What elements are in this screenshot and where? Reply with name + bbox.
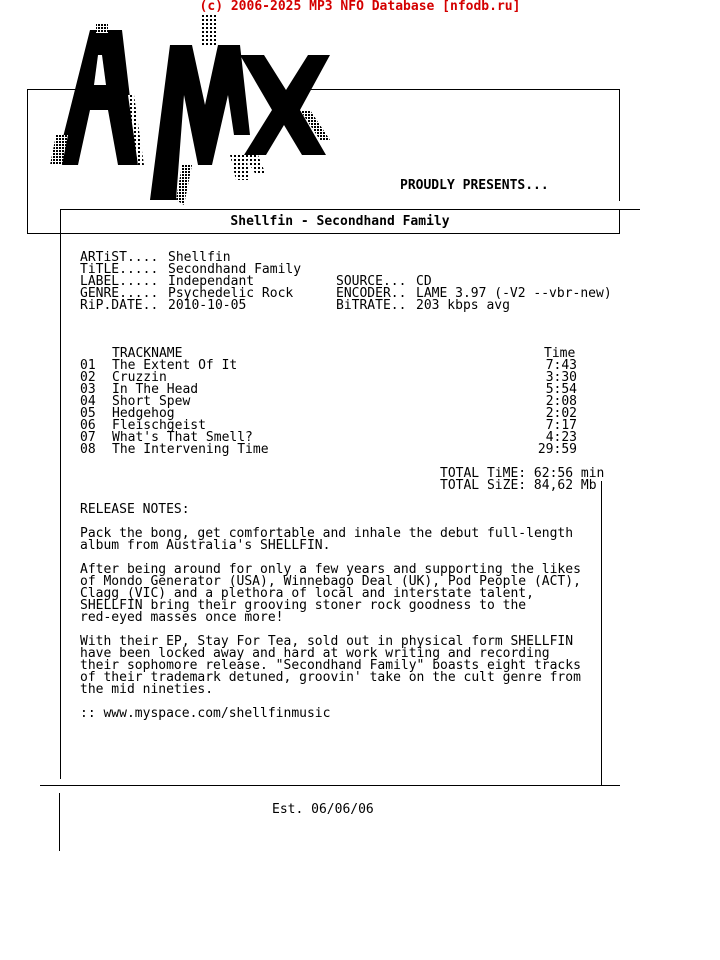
tech-value: CD bbox=[416, 274, 432, 289]
frame-mid-left bbox=[27, 233, 60, 234]
frame-right-outer bbox=[619, 89, 620, 201]
total-size: TOTAL SiZE: 84,62 Mb bbox=[440, 478, 597, 493]
track-row bbox=[0, 444, 720, 456]
frame-bottom-left bbox=[59, 793, 60, 851]
track-name: The Intervening Time bbox=[112, 442, 269, 457]
notes-line: have been locked away and hard at work writing and recording bbox=[80, 646, 550, 661]
track-time: 4:23 bbox=[545, 430, 577, 445]
track-row bbox=[0, 420, 720, 432]
notes-line: their sophomore release. "Secondhand Family" boasts eight tracks bbox=[80, 658, 581, 673]
tech-label: ENCODER.. bbox=[336, 286, 407, 301]
frame-top-left bbox=[27, 89, 99, 90]
release-heading: Shellfin - Secondhand Family bbox=[230, 214, 450, 229]
track-number: 03 bbox=[80, 382, 96, 397]
total-time: TOTAL TiME: 62:56 min bbox=[440, 466, 605, 481]
track-name: Hedgehog bbox=[112, 406, 175, 421]
notes-line: Pack the bong, get comfortable and inhale the debut full-length bbox=[80, 526, 574, 541]
tracklist-header bbox=[0, 348, 720, 360]
info-value: Independant bbox=[168, 274, 255, 289]
track-row bbox=[0, 384, 720, 396]
track-time: 3:30 bbox=[545, 370, 577, 385]
track-time: 7:17 bbox=[545, 418, 577, 433]
notes-line: album from Australia's SHELLFIN. bbox=[80, 538, 331, 553]
track-row bbox=[0, 408, 720, 420]
info-label: LABEL..... bbox=[80, 274, 159, 289]
frame-box-right-lower bbox=[601, 481, 602, 786]
track-name: Fleischgeist bbox=[112, 418, 206, 433]
track-time: 2:08 bbox=[545, 394, 577, 409]
info-label: ARTiST.... bbox=[80, 250, 159, 265]
track-name: Short Spew bbox=[112, 394, 191, 409]
info-value: Psychedelic Rock bbox=[168, 286, 294, 301]
track-row bbox=[0, 360, 720, 372]
track-time: 7:43 bbox=[545, 358, 577, 373]
frame-top-right bbox=[310, 89, 620, 90]
notes-line: red-eyed masses once more! bbox=[80, 610, 284, 625]
track-number: 07 bbox=[80, 430, 96, 445]
track-number: 01 bbox=[80, 358, 96, 373]
info-label: GENRE..... bbox=[80, 286, 159, 301]
notes-line: the mid nineties. bbox=[80, 682, 214, 697]
est-date: Est. 06/06/06 bbox=[272, 802, 374, 817]
notes-line: With their EP, Stay For Tea, sold out in physical form SHELLFIN bbox=[80, 634, 574, 649]
tech-value: 203 kbps avg bbox=[416, 298, 510, 313]
info-label: RiP.DATE.. bbox=[80, 298, 159, 313]
track-name: The Extent Of It bbox=[112, 358, 238, 373]
info-row bbox=[0, 300, 720, 312]
frame-left-outer bbox=[27, 89, 28, 233]
time-header: Time bbox=[544, 346, 576, 361]
tech-label: SOURCE... bbox=[336, 274, 407, 289]
frame-box-top bbox=[60, 209, 640, 210]
track-row bbox=[0, 396, 720, 408]
track-name: Cruzzin bbox=[112, 370, 167, 385]
frame-box-title-under bbox=[60, 233, 620, 234]
notes-title: RELEASE NOTES: bbox=[80, 502, 190, 517]
track-name: In The Head bbox=[112, 382, 199, 397]
notes-line: of their trademark detuned, groovin' take on the cult genre from bbox=[80, 670, 581, 685]
track-row bbox=[0, 432, 720, 444]
info-value: 2010-10-05 bbox=[168, 298, 247, 313]
track-time: 5:54 bbox=[545, 382, 577, 397]
logo-art bbox=[50, 15, 340, 210]
track-number: 08 bbox=[80, 442, 96, 457]
info-value: Shellfin bbox=[168, 250, 231, 265]
track-number: 02 bbox=[80, 370, 96, 385]
notes-line: of Mondo Generator (USA), Winnebago Deal (UK), Pod People (ACT), bbox=[80, 574, 581, 589]
nfodb-credit: (c) 2006-2025 MP3 NFO Database [nfodb.ru] bbox=[199, 0, 521, 14]
notes-line: After being around for only a few years and supporting the likes bbox=[80, 562, 581, 577]
track-number: 04 bbox=[80, 394, 96, 409]
group-logo bbox=[50, 15, 340, 214]
track-number: 05 bbox=[80, 406, 96, 421]
notes-line: SHELLFIN bring their grooving stoner rock goodness to the bbox=[80, 598, 527, 613]
trackname-header: TRACKNAME bbox=[112, 346, 183, 361]
presents-text: PROUDLY PRESENTS... bbox=[400, 178, 549, 193]
frame-box-bottom bbox=[40, 785, 620, 786]
track-row bbox=[0, 372, 720, 384]
tech-value: LAME 3.97 (-V2 --vbr-new) bbox=[416, 286, 612, 301]
track-name: What's That Smell? bbox=[112, 430, 253, 445]
track-number: 06 bbox=[80, 418, 96, 433]
myspace-link: :: www.myspace.com/shellfinmusic bbox=[80, 706, 331, 721]
info-value: Secondhand Family bbox=[168, 262, 302, 277]
info-label: TiTLE..... bbox=[80, 262, 159, 277]
track-time: 29:59 bbox=[537, 442, 577, 457]
notes-line: Clagg (VIC) and a plethora of local and interstate talent, bbox=[80, 586, 534, 601]
tech-label: BiTRATE.. bbox=[336, 298, 407, 313]
track-time: 2:02 bbox=[545, 406, 577, 421]
